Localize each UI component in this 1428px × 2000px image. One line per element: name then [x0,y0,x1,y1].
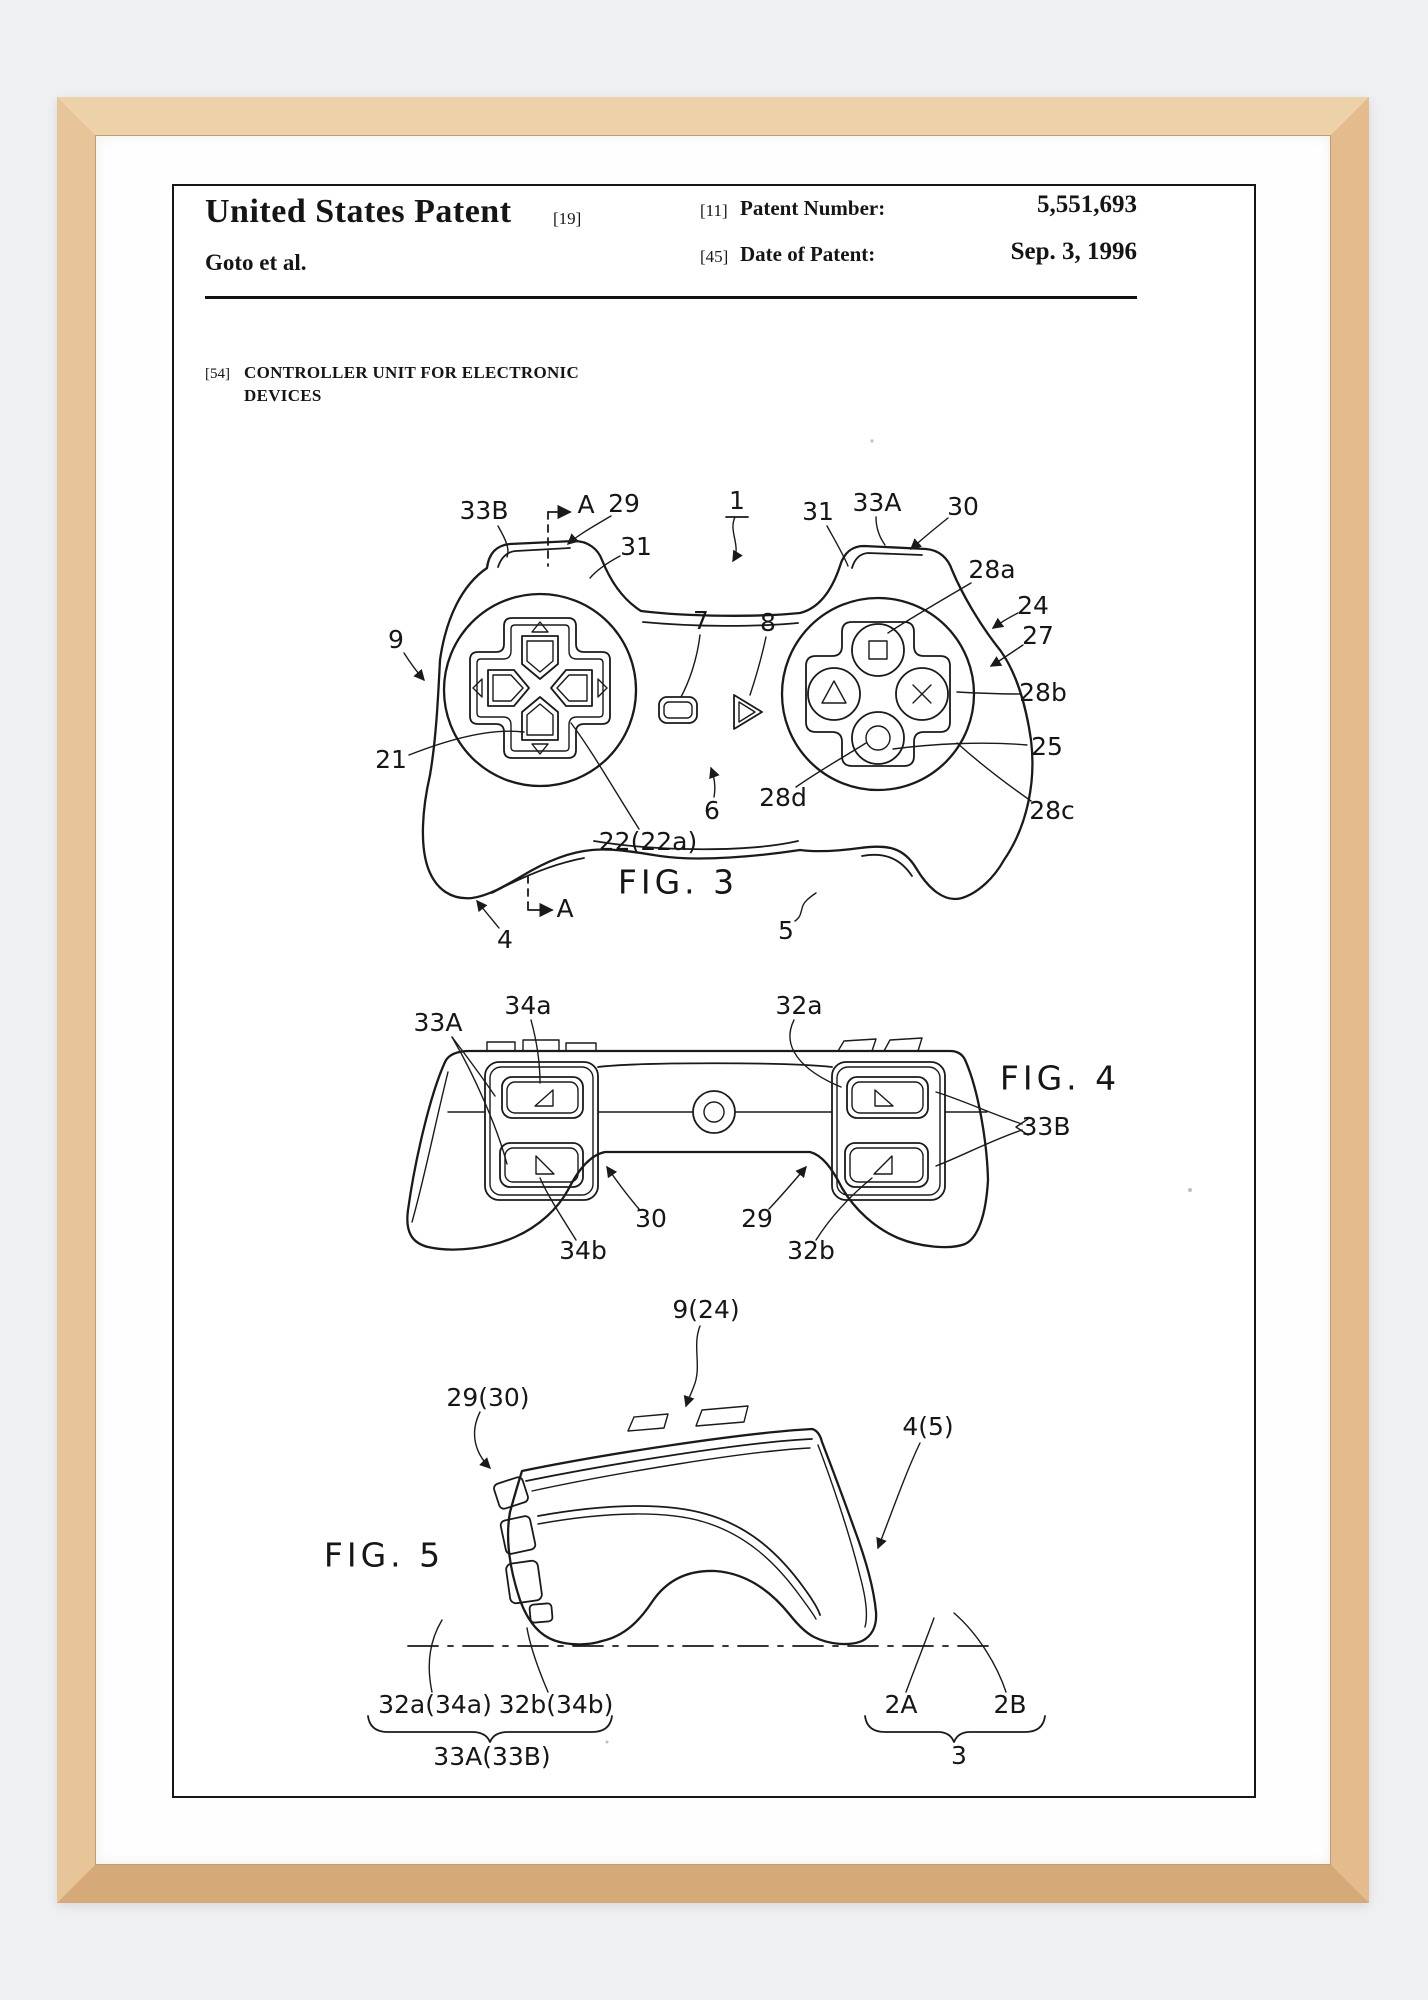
patent-date-ref: [45] [700,247,729,266]
fig3-caption: FIG. 3 [617,862,739,902]
fig4-caption: FIG. 4 [999,1058,1121,1098]
fig3-label-31-left: 31 [620,532,652,561]
fig3-label-7: 7 [693,606,709,635]
fig3-label-8: 8 [760,608,776,637]
fig3-label-9: 9 [388,625,404,654]
patent-title-ref: [19] [553,209,582,228]
triangle-button-icon [822,681,846,703]
patent-number-value: 5,551,693 [1037,191,1137,218]
dpad-down-icon [532,744,548,754]
right-lower-shoulder-button [845,1143,928,1187]
fig3-label-28d: 28d [759,783,807,812]
fig3-label-1: 1 [729,486,745,515]
start-button [734,695,762,729]
fig3-section-a-top: A [577,490,595,519]
fig3-label-28a: 28a [968,555,1016,584]
shoulder-glyph-icon [535,1090,553,1106]
fig3-label-27: 27 [1022,621,1054,650]
fig5-label-2B: 2B [993,1690,1027,1719]
subject-line1: CONTROLLER UNIT FOR ELECTRONIC [244,363,580,382]
fig4-drawing [407,991,1120,1265]
fig3-label-21: 21 [375,745,407,774]
fig3-label-28c: 28c [1029,796,1075,825]
left-upper-shoulder-button [502,1077,583,1118]
patent-title: United States Patent [205,193,512,230]
dpad-up-icon [532,622,548,632]
fig3-label-33B: 33B [459,496,509,525]
fig3-label-31-right: 31 [802,497,834,526]
fig5-label-3: 3 [951,1741,967,1770]
right-upper-shoulder-button [847,1077,928,1118]
fig4-label-33A: 33A [413,1008,463,1037]
fig3-label-25: 25 [1031,732,1063,761]
shoulder-glyph-icon [875,1090,893,1106]
fig3-label-5: 5 [778,916,794,945]
fig5-caption: FIG. 5 [323,1535,445,1575]
fig5-label-33A-33B: 33A(33B) [433,1742,551,1771]
fig5-label-9-24: 9(24) [672,1295,740,1324]
fig3-drawing [375,486,1075,954]
fig5-label-29-30: 29(30) [446,1383,530,1412]
header-rule [205,296,1137,299]
fig5-label-32b-34b: 32b(34b) [498,1690,614,1719]
fig5-label-2A: 2A [884,1690,918,1719]
fig4-label-34b: 34b [559,1236,607,1265]
subject-ref: [54] [205,366,230,382]
fig5-drawing [324,1295,1045,1771]
fig3-label-28b: 28b [1019,678,1067,707]
fig3-label-24: 24 [1017,591,1049,620]
patent-party: Goto et al. [205,250,307,275]
patent-drawing [172,410,1256,1798]
shoulder-glyph-icon [536,1156,554,1174]
fig3-label-4: 4 [497,925,513,954]
fig3-section-a-bottom: A [556,894,574,923]
fig4-label-34a: 34a [504,991,552,1020]
fig4-label-32b: 32b [787,1236,835,1265]
cross-button-icon [913,685,931,703]
fig3-label-6: 6 [704,796,720,825]
fig4-label-30: 30 [635,1204,667,1233]
fig5-label-32a-34a: 32a(34a) [378,1690,492,1719]
fig5-label-4-5: 4(5) [902,1412,954,1441]
subject-line2: DEVICES [244,386,322,405]
fig4-label-29: 29 [741,1204,773,1233]
patent-number-ref: [11] [700,201,728,220]
fig4-label-32a: 32a [775,991,823,1020]
patent-date-label: Date of Patent: [740,242,876,266]
fig3-label-33A: 33A [852,488,902,517]
shoulder-glyph-icon [874,1156,892,1174]
patent-date-value: Sep. 3, 1996 [1010,238,1137,265]
circle-button-icon [866,726,890,750]
patent-number-label: Patent Number: [740,196,886,220]
square-button-icon [869,641,887,659]
fig3-label-30: 30 [947,492,979,521]
fig3-label-29: 29 [608,489,640,518]
fig3-label-22: 22(22a) [598,827,698,856]
fig4-label-33B: 33B [1021,1112,1071,1141]
